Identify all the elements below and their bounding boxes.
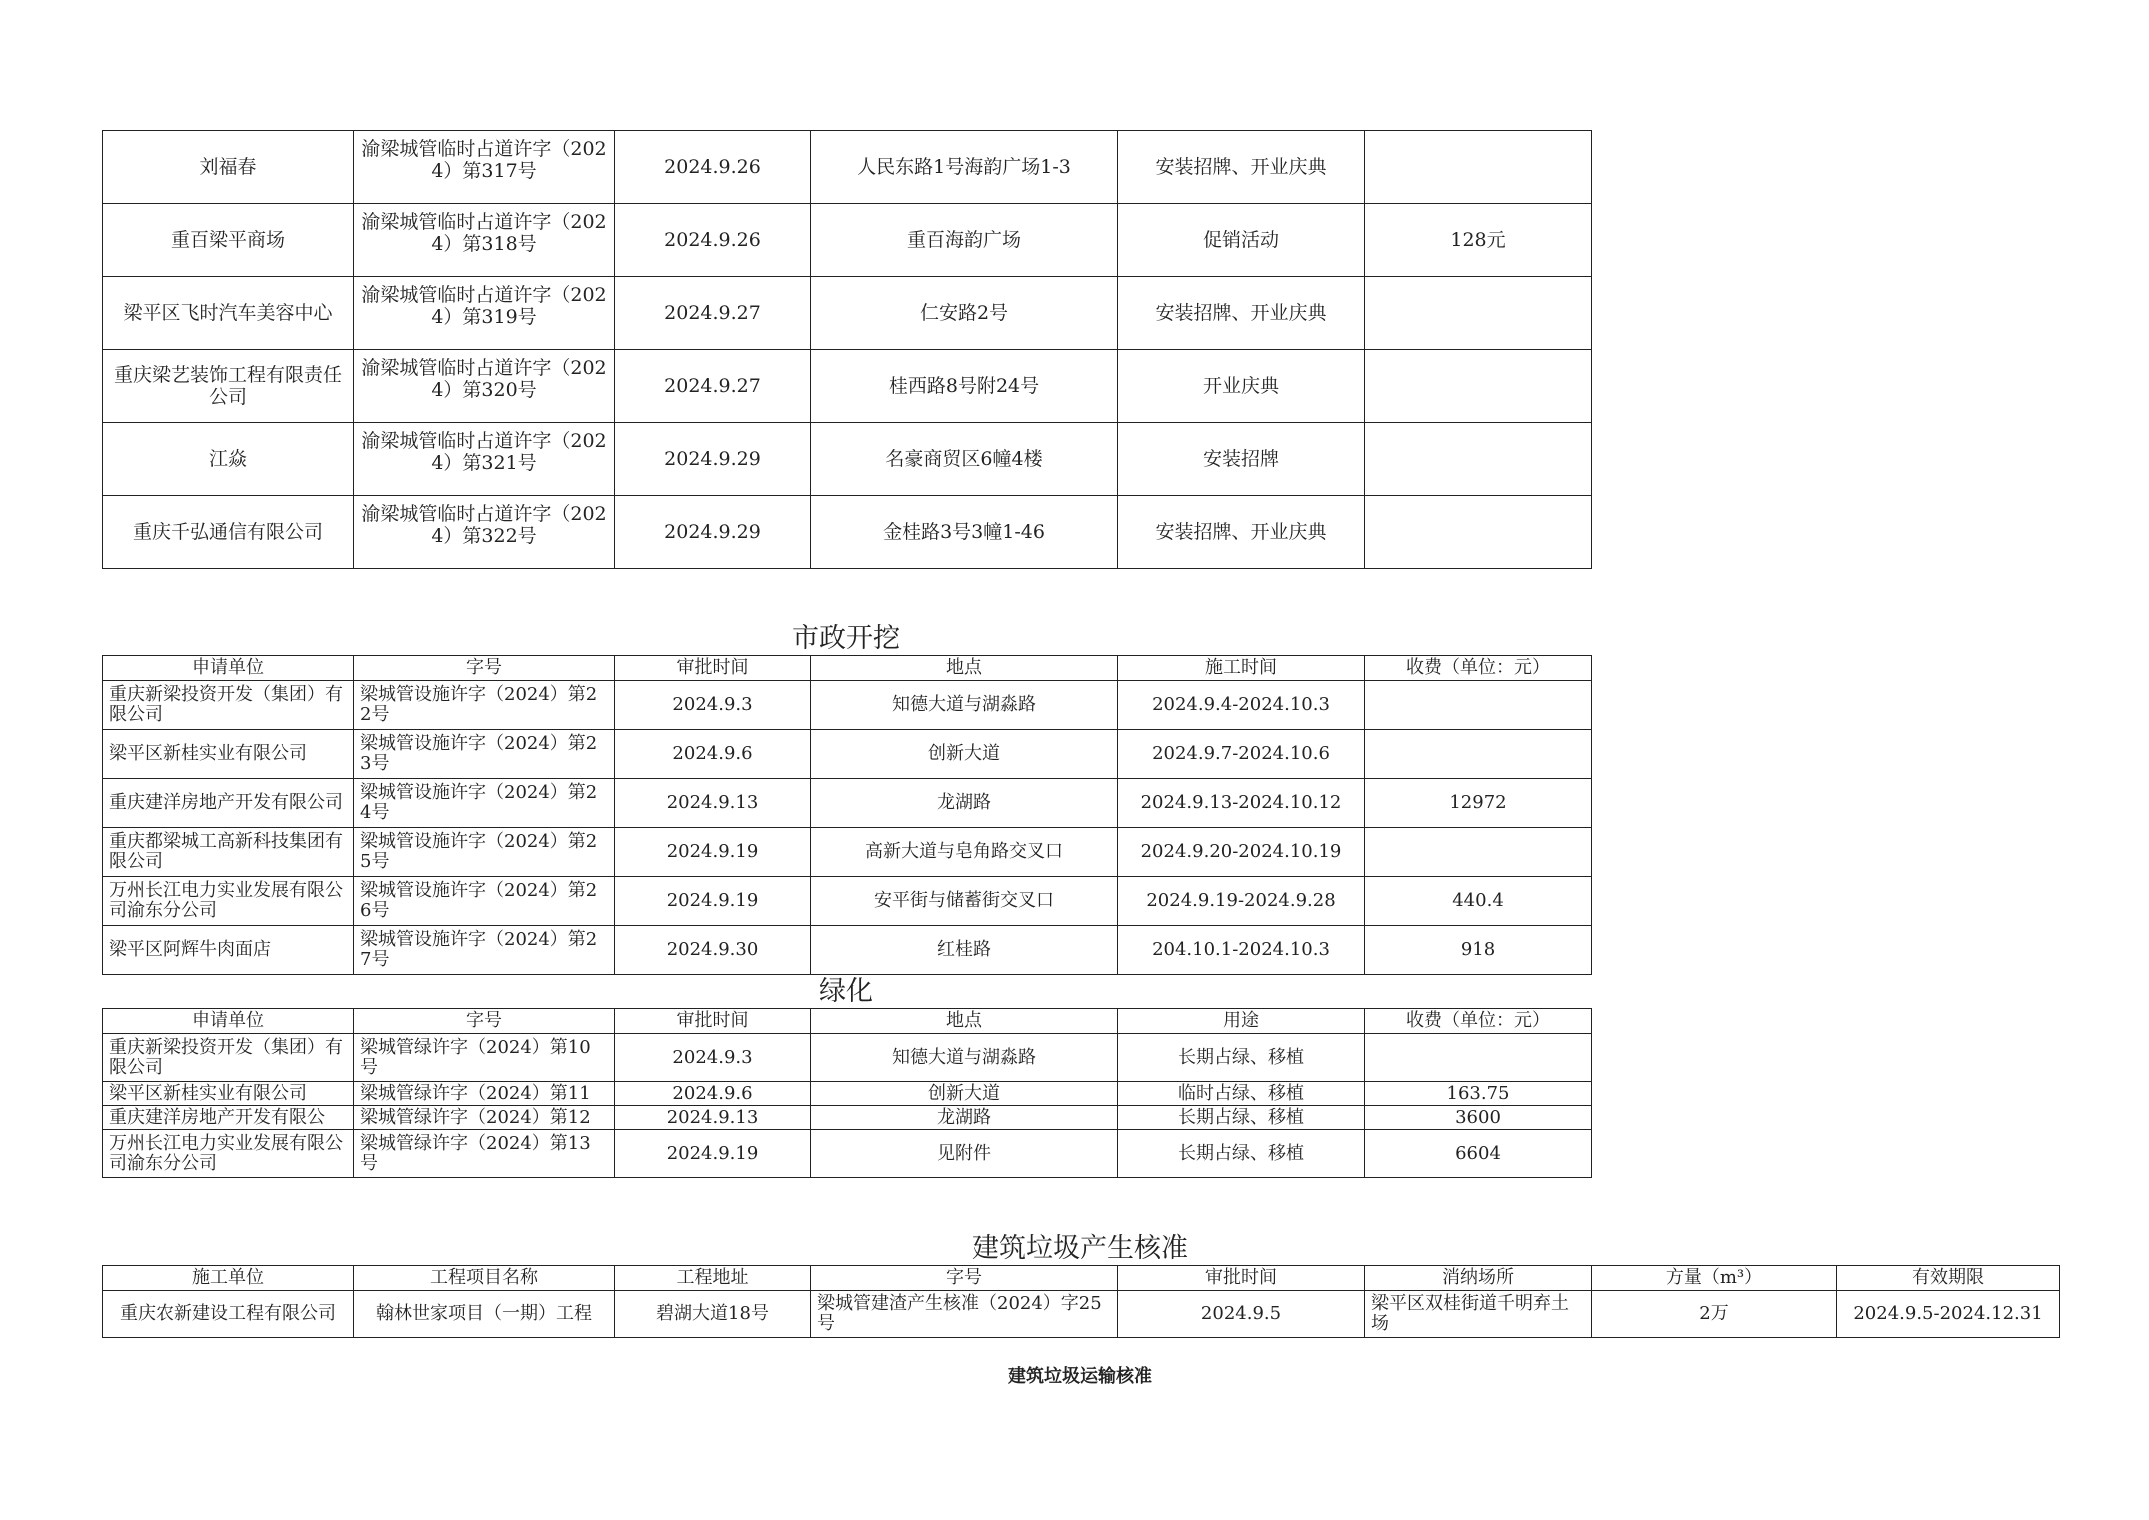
purpose-cell: 开业庆典	[1118, 350, 1365, 423]
fee-cell: 3600	[1365, 1106, 1592, 1130]
fee-cell	[1365, 681, 1592, 730]
permit-number-cell: 渝梁城管临时占道许字（2024）第319号	[354, 277, 615, 350]
approval-date-cell: 2024.9.3	[615, 681, 811, 730]
applicant-cell: 江焱	[103, 423, 354, 496]
fee-cell	[1365, 423, 1592, 496]
location-cell: 金桂路3号3幢1-46	[811, 496, 1118, 569]
header-permit-number: 字号	[354, 1009, 615, 1034]
approval-date-cell: 2024.9.29	[615, 423, 811, 496]
occupancy-table	[102, 130, 1592, 569]
volume-cell: 2万	[1592, 1291, 1837, 1338]
header-location: 地点	[811, 656, 1118, 681]
permit-number-cell: 渝梁城管临时占道许字（2024）第322号	[354, 496, 615, 569]
header-project-name: 工程项目名称	[354, 1266, 615, 1291]
header-applicant: 申请单位	[103, 1009, 354, 1034]
table-row	[103, 1291, 2060, 1338]
waste-title: 建筑垃圾产生核准	[972, 1233, 1188, 1264]
permit-number-cell: 梁城管建渣产生核准（2024）字25号	[811, 1291, 1118, 1338]
waste-table	[102, 1265, 2060, 1338]
permit-number-cell: 梁城管绿许字（2024）第11	[354, 1082, 615, 1106]
excavation-header-row	[103, 656, 1592, 681]
approval-date-cell: 2024.9.29	[615, 496, 811, 569]
table-row	[103, 277, 1592, 350]
table-row	[103, 1106, 1592, 1130]
table-row	[103, 779, 1592, 828]
header-applicant: 申请单位	[103, 656, 354, 681]
applicant-cell: 梁平区新桂实业有限公司	[103, 730, 354, 779]
table-row	[103, 496, 1592, 569]
applicant-cell: 万州长江电力实业发展有限公司渝东分公司	[103, 877, 354, 926]
validity-period-cell: 2024.9.5-2024.12.31	[1837, 1291, 2060, 1338]
location-cell: 创新大道	[811, 730, 1118, 779]
location-cell: 知德大道与湖淼路	[811, 681, 1118, 730]
header-project-address: 工程地址	[615, 1266, 811, 1291]
location-cell: 桂西路8号附24号	[811, 350, 1118, 423]
approval-date-cell: 2024.9.5	[1118, 1291, 1365, 1338]
usage-cell: 长期占绿、移植	[1118, 1034, 1365, 1082]
excavation-table-body	[103, 681, 1592, 975]
location-cell: 高新大道与皂角路交叉口	[811, 828, 1118, 877]
greening-table-body	[103, 1034, 1592, 1178]
applicant-cell: 重庆梁艺装饰工程有限责任公司	[103, 350, 354, 423]
location-cell: 名豪商贸区6幢4楼	[811, 423, 1118, 496]
disposal-site-cell: 梁平区双桂街道千明弃土场	[1365, 1291, 1592, 1338]
approval-date-cell: 2024.9.13	[615, 1106, 811, 1130]
permit-number-cell: 渝梁城管临时占道许字（2024）第318号	[354, 204, 615, 277]
fee-cell: 128元	[1365, 204, 1592, 277]
applicant-cell: 万州长江电力实业发展有限公司渝东分公司	[103, 1130, 354, 1178]
applicant-cell: 重庆千弘通信有限公司	[103, 496, 354, 569]
location-cell: 重百海韵广场	[811, 204, 1118, 277]
header-disposal-site: 消纳场所	[1365, 1266, 1592, 1291]
construction-period-cell: 2024.9.7-2024.10.6	[1118, 730, 1365, 779]
usage-cell: 长期占绿、移植	[1118, 1106, 1365, 1130]
header-permit-number: 字号	[354, 656, 615, 681]
approval-date-cell: 2024.9.26	[615, 204, 811, 277]
table-row	[103, 204, 1592, 277]
approval-date-cell: 2024.9.13	[615, 779, 811, 828]
project-address-cell: 碧湖大道18号	[615, 1291, 811, 1338]
table-row	[103, 423, 1592, 496]
applicant-cell: 梁平区阿辉牛肉面店	[103, 926, 354, 975]
header-fee: 收费（单位：元）	[1365, 1009, 1592, 1034]
fee-cell	[1365, 350, 1592, 423]
applicant-cell: 重庆建洋房地产开发有限公	[103, 1106, 354, 1130]
header-location: 地点	[811, 1009, 1118, 1034]
header-construction-period: 施工时间	[1118, 656, 1365, 681]
applicant-cell: 重庆都梁城工高新科技集团有限公司	[103, 828, 354, 877]
permit-number-cell: 渝梁城管临时占道许字（2024）第320号	[354, 350, 615, 423]
applicant-cell: 梁平区飞时汽车美容中心	[103, 277, 354, 350]
construction-period-cell: 2024.9.19-2024.9.28	[1118, 877, 1365, 926]
approval-date-cell: 2024.9.30	[615, 926, 811, 975]
applicant-cell: 刘福春	[103, 131, 354, 204]
table-row	[103, 681, 1592, 730]
location-cell: 安平街与储蓄街交叉口	[811, 877, 1118, 926]
permit-number-cell: 梁城管设施许字（2024）第26号	[354, 877, 615, 926]
project-name-cell: 翰林世家项目（一期）工程	[354, 1291, 615, 1338]
purpose-cell: 安装招牌、开业庆典	[1118, 496, 1365, 569]
fee-cell	[1365, 496, 1592, 569]
usage-cell: 长期占绿、移植	[1118, 1130, 1365, 1178]
location-cell: 红桂路	[811, 926, 1118, 975]
fee-cell	[1365, 828, 1592, 877]
greening-header-row	[103, 1009, 1592, 1034]
purpose-cell: 安装招牌、开业庆典	[1118, 277, 1365, 350]
excavation-title: 市政开挖	[792, 623, 900, 654]
approval-date-cell: 2024.9.19	[615, 828, 811, 877]
fee-cell	[1365, 730, 1592, 779]
header-approval-date: 审批时间	[1118, 1266, 1365, 1291]
header-approval-date: 审批时间	[615, 1009, 811, 1034]
purpose-cell: 安装招牌	[1118, 423, 1365, 496]
approval-date-cell: 2024.9.6	[615, 1082, 811, 1106]
fee-cell	[1365, 277, 1592, 350]
table-row	[103, 350, 1592, 423]
waste-table-body	[103, 1291, 2060, 1338]
approval-date-cell: 2024.9.19	[615, 1130, 811, 1178]
header-approval-date: 审批时间	[615, 656, 811, 681]
permit-number-cell: 梁城管设施许字（2024）第23号	[354, 730, 615, 779]
construction-period-cell: 2024.9.13-2024.10.12	[1118, 779, 1365, 828]
location-cell: 龙湖路	[811, 779, 1118, 828]
waste-header-row	[103, 1266, 2060, 1291]
table-row	[103, 828, 1592, 877]
fee-cell: 440.4	[1365, 877, 1592, 926]
permit-number-cell: 梁城管设施许字（2024）第24号	[354, 779, 615, 828]
greening-title: 绿化	[819, 976, 873, 1007]
table-row	[103, 1082, 1592, 1106]
transport-title: 建筑垃圾运输核准	[1008, 1366, 1152, 1387]
construction-period-cell: 2024.9.4-2024.10.3	[1118, 681, 1365, 730]
header-contractor: 施工单位	[103, 1266, 354, 1291]
occupancy-table-body	[103, 131, 1592, 569]
approval-date-cell: 2024.9.27	[615, 350, 811, 423]
table-row	[103, 730, 1592, 779]
fee-cell: 163.75	[1365, 1082, 1592, 1106]
fee-cell: 12972	[1365, 779, 1592, 828]
fee-cell: 6604	[1365, 1130, 1592, 1178]
location-cell: 龙湖路	[811, 1106, 1118, 1130]
permit-number-cell: 梁城管设施许字（2024）第27号	[354, 926, 615, 975]
approval-date-cell: 2024.9.19	[615, 877, 811, 926]
construction-period-cell: 204.10.1-2024.10.3	[1118, 926, 1365, 975]
header-validity-period: 有效期限	[1837, 1266, 2060, 1291]
construction-period-cell: 2024.9.20-2024.10.19	[1118, 828, 1365, 877]
location-cell: 创新大道	[811, 1082, 1118, 1106]
header-fee: 收费（单位：元）	[1365, 656, 1592, 681]
fee-cell	[1365, 1034, 1592, 1082]
permit-number-cell: 梁城管绿许字（2024）第12	[354, 1106, 615, 1130]
permit-number-cell: 梁城管设施许字（2024）第22号	[354, 681, 615, 730]
permit-number-cell: 渝梁城管临时占道许字（2024）第321号	[354, 423, 615, 496]
table-row	[103, 1130, 1592, 1178]
table-row	[103, 131, 1592, 204]
applicant-cell: 重庆新梁投资开发（集团）有限公司	[103, 1034, 354, 1082]
applicant-cell: 重庆建洋房地产开发有限公司	[103, 779, 354, 828]
permit-number-cell: 梁城管绿许字（2024）第13号	[354, 1130, 615, 1178]
purpose-cell: 安装招牌、开业庆典	[1118, 131, 1365, 204]
table-row	[103, 926, 1592, 975]
header-volume: 方量（m³）	[1592, 1266, 1837, 1291]
permit-number-cell: 梁城管绿许字（2024）第10号	[354, 1034, 615, 1082]
location-cell: 见附件	[811, 1130, 1118, 1178]
applicant-cell: 重庆新梁投资开发（集团）有限公司	[103, 681, 354, 730]
contractor-cell: 重庆农新建设工程有限公司	[103, 1291, 354, 1338]
fee-cell	[1365, 131, 1592, 204]
location-cell: 知德大道与湖淼路	[811, 1034, 1118, 1082]
table-row	[103, 1034, 1592, 1082]
permit-number-cell: 渝梁城管临时占道许字（2024）第317号	[354, 131, 615, 204]
applicant-cell: 梁平区新桂实业有限公司	[103, 1082, 354, 1106]
header-usage: 用途	[1118, 1009, 1365, 1034]
location-cell: 人民东路1号海韵广场1-3	[811, 131, 1118, 204]
permit-number-cell: 梁城管设施许字（2024）第25号	[354, 828, 615, 877]
approval-date-cell: 2024.9.3	[615, 1034, 811, 1082]
approval-date-cell: 2024.9.6	[615, 730, 811, 779]
excavation-table	[102, 655, 1592, 975]
applicant-cell: 重百梁平商场	[103, 204, 354, 277]
greening-table	[102, 1008, 1592, 1178]
approval-date-cell: 2024.9.26	[615, 131, 811, 204]
usage-cell: 临时占绿、移植	[1118, 1082, 1365, 1106]
purpose-cell: 促销活动	[1118, 204, 1365, 277]
header-permit-number: 字号	[811, 1266, 1118, 1291]
approval-date-cell: 2024.9.27	[615, 277, 811, 350]
table-row	[103, 877, 1592, 926]
fee-cell: 918	[1365, 926, 1592, 975]
location-cell: 仁安路2号	[811, 277, 1118, 350]
